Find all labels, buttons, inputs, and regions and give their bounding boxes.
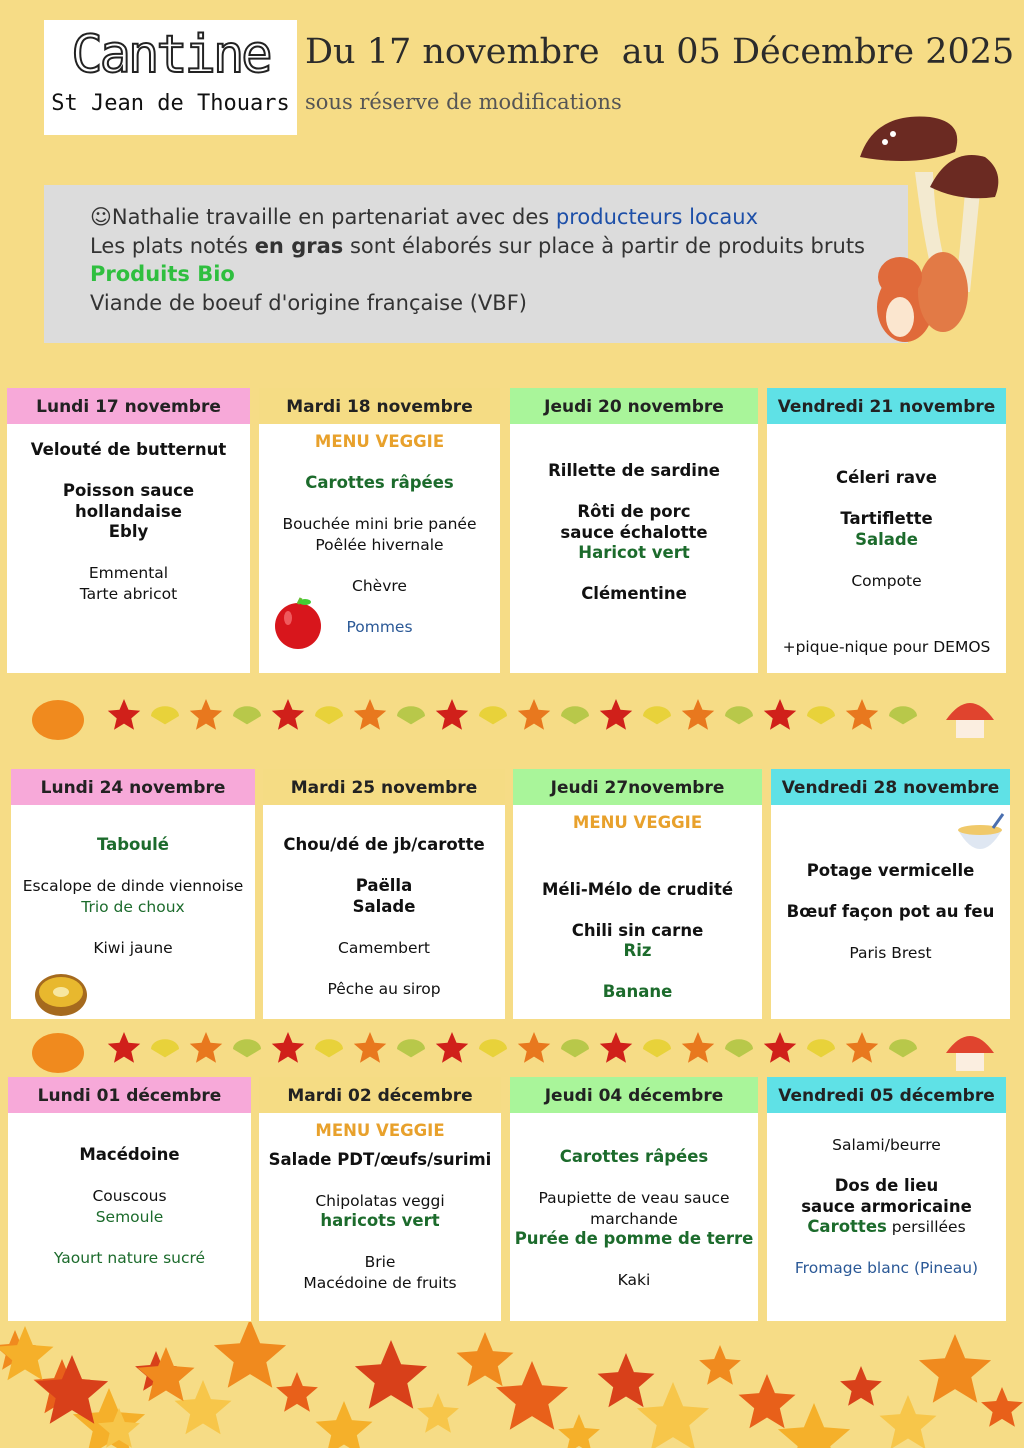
menu-item-text: Carottes râpées <box>305 473 454 492</box>
pumpkin-icon <box>32 1033 84 1073</box>
menu-item-text: Semoule <box>95 1207 164 1226</box>
menu-item <box>771 902 1010 923</box>
local-producers-text: producteurs locaux <box>555 205 758 229</box>
menu-item-text: Banane <box>602 982 673 1001</box>
ginkgo-leaf-icon <box>725 1039 753 1057</box>
menu-item-text: Brie <box>364 1253 396 1271</box>
menu-item-text: Carottes râpées <box>559 1147 709 1166</box>
menu-item-text: Pommes <box>346 617 413 636</box>
autumn-leaf-icon <box>355 1340 427 1409</box>
menu-item <box>7 502 250 523</box>
menu-item <box>8 1145 251 1166</box>
maple-leaf-icon <box>272 699 304 730</box>
ginkgo-leaf-icon <box>889 706 917 724</box>
menu-item <box>259 535 500 556</box>
menu-item-text: Clémentine <box>581 584 687 603</box>
menu-item-text: Escalope de dinde viennoise <box>22 877 244 895</box>
ginkgo-leaf-icon <box>479 706 507 724</box>
maple-leaf-icon <box>518 1032 550 1063</box>
menu-item <box>767 1135 1006 1156</box>
maple-leaf-icon <box>600 699 632 730</box>
menu-item-text: Kaki <box>617 1271 651 1289</box>
menu-item-text: Chili sin carne <box>571 920 704 940</box>
menu-item-text: Chipolatas veggi <box>315 1191 445 1210</box>
menu-item <box>263 897 505 918</box>
maple-leaf-icon <box>436 699 468 730</box>
maple-leaf-icon <box>190 1032 222 1063</box>
menu-item-text: Riz <box>623 941 652 960</box>
menu-item-text: MENU VEGGIE <box>572 813 703 832</box>
menu-item <box>513 921 762 942</box>
day-header: Jeudi 04 décembre <box>510 1077 758 1113</box>
menu-item-text: Carottes <box>807 1217 887 1236</box>
day-card <box>263 769 505 1019</box>
day-header: Jeudi 27novembre <box>513 769 762 805</box>
ginkgo-leaf-icon <box>807 1039 835 1057</box>
menu-items <box>767 1113 1006 1279</box>
menu-item-text: sauce échalotte <box>560 522 708 542</box>
menu-item <box>263 979 505 1000</box>
mushroom-icon <box>946 703 994 720</box>
maple-leaf-icon <box>764 1032 796 1063</box>
menu-item-text: marchande <box>590 1209 678 1228</box>
menu-item-text: Salade <box>352 896 416 916</box>
menu-item <box>510 502 758 523</box>
autumn-leaf-icon <box>316 1401 373 1448</box>
menu-item-text: Chou/dé de jb/carotte <box>283 835 485 854</box>
menu-item <box>263 938 505 959</box>
menu-item-text: Potage vermicelle <box>806 861 975 880</box>
menu-item-text: Yaourt nature sucré <box>53 1248 206 1267</box>
menu-item-text: +pique-nique pour DEMOS <box>782 638 991 656</box>
menu-item-text: Rôti de porc <box>577 502 691 521</box>
logo-title: Cantine <box>71 25 270 85</box>
day-header: Vendredi 21 novembre <box>767 388 1006 424</box>
ginkgo-leaf-icon <box>233 706 261 724</box>
mushroom-icon <box>946 1036 994 1053</box>
day-card <box>8 1077 251 1321</box>
menu-item-text: Dos de lieu <box>834 1176 939 1195</box>
menu-item-text: Paupiette de veau sauce <box>538 1189 730 1207</box>
day-card <box>767 388 1006 673</box>
menu-item <box>771 861 1010 882</box>
menu-item <box>263 876 505 897</box>
menu-item-text: Rillette de sardine <box>548 461 720 480</box>
day-card <box>510 388 758 673</box>
organic-legend: Produits Bio <box>90 262 235 286</box>
maple-leaf-icon <box>518 699 550 730</box>
ginkgo-leaf-icon <box>233 1039 261 1057</box>
pumpkin-icon <box>32 700 84 740</box>
menu-item-text: Bouchée mini brie panée <box>282 515 477 533</box>
autumn-leaf-icon <box>214 1322 286 1388</box>
maple-leaf-icon <box>272 1032 304 1063</box>
kiwi-icon <box>33 972 89 1018</box>
ginkgo-leaf-icon <box>151 1039 179 1057</box>
menu-item <box>259 576 500 597</box>
menu-item-text: haricots vert <box>320 1211 440 1230</box>
autumn-leaves-footer <box>0 1322 1024 1448</box>
menu-item-text: Salade <box>855 529 918 549</box>
day-card <box>767 1077 1006 1321</box>
menu-item <box>767 1176 1006 1197</box>
info-line-local <box>90 203 908 232</box>
menu-item <box>7 563 250 584</box>
day-card <box>259 1077 501 1321</box>
menu-item-text: MENU VEGGIE <box>314 432 445 451</box>
menu-item <box>259 473 500 494</box>
menu-item-text: hollandaise <box>75 501 182 521</box>
info-text: sont élaborés sur place à partir de produits bruts <box>343 233 865 258</box>
maple-leaf-icon <box>108 699 140 730</box>
menu-item-text: Poisson sauce <box>62 481 195 500</box>
menu-item-text: Taboulé <box>96 835 169 854</box>
autumn-leaf-icon <box>699 1345 741 1385</box>
maple-leaf-icon <box>846 699 878 730</box>
autumn-leaf-icon <box>739 1374 796 1428</box>
menu-items <box>259 1113 501 1293</box>
menu-item <box>7 440 250 461</box>
menu-item <box>8 1207 251 1228</box>
menu-item-text: Salade PDT/œufs/surimi <box>268 1149 492 1169</box>
info-line-homemade <box>90 232 908 261</box>
menu-item <box>767 509 1006 530</box>
menu-item-text: Paris Brest <box>849 944 932 962</box>
maple-leaf-icon <box>108 1032 140 1063</box>
menu-item-suffix: persillées <box>886 1218 966 1236</box>
menu-item <box>513 813 762 834</box>
autumn-leaf-icon <box>457 1332 514 1386</box>
soup-bowl-icon <box>953 808 1007 858</box>
info-text: Les plats notés <box>90 233 255 258</box>
menu-item <box>767 1197 1006 1218</box>
menu-item <box>510 1270 758 1291</box>
day-header: Jeudi 20 novembre <box>510 388 758 424</box>
menu-item <box>259 1150 501 1171</box>
menu-item <box>259 432 500 453</box>
menu-item <box>11 938 255 959</box>
menu-items <box>7 424 250 604</box>
autumn-leaf-icon <box>276 1372 318 1412</box>
menu-items <box>767 424 1006 658</box>
ginkgo-leaf-icon <box>315 1039 343 1057</box>
day-header: Mardi 18 novembre <box>259 388 500 424</box>
menu-item <box>7 584 250 605</box>
menu-item-text: Kiwi jaune <box>93 938 173 957</box>
menu-item <box>513 880 762 901</box>
day-header: Mardi 02 décembre <box>259 1077 501 1113</box>
menu-item-text: Couscous <box>92 1187 167 1205</box>
ginkgo-leaf-icon <box>643 706 671 724</box>
logo <box>44 20 297 135</box>
menu-item-text: Poêlée hivernale <box>315 535 444 554</box>
menu-item <box>510 1147 758 1168</box>
menu-item-text: MENU VEGGIE <box>315 1121 445 1140</box>
apple-icon <box>273 596 325 651</box>
menu-item <box>510 523 758 544</box>
menu-item-text: Velouté de butternut <box>30 440 227 459</box>
menu-item <box>259 1211 501 1232</box>
menu-item <box>510 1209 758 1230</box>
info-box <box>44 185 908 343</box>
ginkgo-leaf-icon <box>315 706 343 724</box>
leaf-garland-middle <box>0 1025 1024 1075</box>
menu-item <box>7 481 250 502</box>
menu-item-text: Ebly <box>108 522 149 541</box>
menu-item <box>510 543 758 564</box>
menu-items <box>513 805 762 1003</box>
menu-item <box>11 835 255 856</box>
menu-item-text: Compote <box>851 571 922 590</box>
autumn-leaf-icon <box>778 1403 850 1448</box>
day-card <box>513 769 762 1019</box>
menu-item-text: Pêche au sirop <box>327 979 441 998</box>
day-header: Lundi 01 décembre <box>8 1077 251 1113</box>
menu-item-text: Macédoine de fruits <box>303 1273 457 1292</box>
menu-item-text: Paëlla <box>355 876 413 895</box>
autumn-leaf-icon <box>637 1382 709 1448</box>
day-header: Lundi 17 novembre <box>7 388 250 424</box>
ginkgo-leaf-icon <box>479 1039 507 1057</box>
menu-item <box>8 1186 251 1207</box>
menu-item <box>767 468 1006 489</box>
autumn-leaf-icon <box>496 1361 568 1430</box>
menu-item-text: Trio de choux <box>81 897 185 916</box>
ginkgo-leaf-icon <box>561 1039 589 1057</box>
menu-item-text: sauce armoricaine <box>801 1196 972 1216</box>
autumn-leaf-icon <box>919 1334 991 1403</box>
ginkgo-leaf-icon <box>397 1039 425 1057</box>
menu-item-text: Salami/beurre <box>832 1136 941 1154</box>
leaf-garland-top <box>0 690 1024 750</box>
maple-leaf-icon <box>682 699 714 730</box>
menu-item <box>259 514 500 535</box>
maple-leaf-icon <box>436 1032 468 1063</box>
mushrooms-squirrel-illustration <box>855 112 1005 347</box>
menu-item-text: Bœuf façon pot au feu <box>786 902 995 921</box>
maple-leaf-icon <box>846 1032 878 1063</box>
maple-leaf-icon <box>190 699 222 730</box>
menu-item <box>771 943 1010 964</box>
menu-items <box>8 1113 251 1268</box>
ginkgo-leaf-icon <box>643 1039 671 1057</box>
autumn-leaf-icon <box>558 1414 600 1448</box>
maple-leaf-icon <box>354 1032 386 1063</box>
menu-item <box>510 461 758 482</box>
menu-items <box>263 805 505 999</box>
menu-item <box>513 982 762 1003</box>
menu-item <box>767 1258 1006 1279</box>
autumn-leaf-icon <box>0 1326 54 1380</box>
maple-leaf-icon <box>764 699 796 730</box>
menu-item <box>510 1188 758 1209</box>
menu-item-text: Chèvre <box>352 576 407 595</box>
autumn-leaf-icon <box>417 1393 459 1433</box>
menu-item-text: Méli-Mélo de crudité <box>541 879 734 899</box>
menu-item-text: Emmental <box>88 564 169 582</box>
ginkgo-leaf-icon <box>151 706 179 724</box>
menu-item <box>259 1121 501 1142</box>
menu-item <box>259 1273 501 1294</box>
day-header: Lundi 24 novembre <box>11 769 255 805</box>
menu-item-text: Camembert <box>338 938 430 957</box>
menu-item <box>767 530 1006 551</box>
ginkgo-leaf-icon <box>561 706 589 724</box>
ginkgo-leaf-icon <box>725 706 753 724</box>
menu-item-text: Céleri rave <box>836 468 937 487</box>
menu-items <box>510 424 758 605</box>
menu-item <box>767 571 1006 592</box>
autumn-leaf-icon <box>880 1395 937 1448</box>
ginkgo-leaf-icon <box>397 706 425 724</box>
day-card <box>510 1077 758 1321</box>
menu-item <box>8 1248 251 1269</box>
autumn-leaf-icon <box>840 1366 882 1406</box>
menu-item-text: Macédoine <box>79 1145 180 1164</box>
menu-item <box>767 637 1006 658</box>
menu-item-text: Purée de pomme de terre <box>514 1229 754 1248</box>
menu-item <box>259 1191 501 1212</box>
bold-example: en gras <box>254 233 344 258</box>
menu-item-text: Haricot vert <box>578 543 690 562</box>
page-subtitle: sous réserve de modifications <box>305 90 622 114</box>
menu-item <box>767 1217 1006 1238</box>
day-card <box>771 769 1010 1019</box>
ginkgo-leaf-icon <box>807 706 835 724</box>
menu-item-text: Fromage blanc (Pineau) <box>794 1259 979 1277</box>
menu-items <box>510 1113 758 1291</box>
menu-item <box>11 897 255 918</box>
menu-item <box>513 941 762 962</box>
maple-leaf-icon <box>600 1032 632 1063</box>
menu-item <box>259 1252 501 1273</box>
maple-leaf-icon <box>682 1032 714 1063</box>
day-header: Mardi 25 novembre <box>263 769 505 805</box>
autumn-leaf-icon <box>175 1380 232 1434</box>
menu-item <box>510 584 758 605</box>
autumn-leaf-icon <box>138 1347 195 1401</box>
ginkgo-leaf-icon <box>889 1039 917 1057</box>
menu-item <box>510 1229 758 1250</box>
beef-origin-legend: Viande de boeuf d'origine française (VBF) <box>90 290 527 315</box>
maple-leaf-icon <box>354 699 386 730</box>
autumn-leaf-icon <box>598 1353 655 1407</box>
logo-subtitle: St Jean de Thouars <box>51 91 290 116</box>
info-text: ☺Nathalie travaille en partenariat avec des <box>90 205 556 229</box>
day-header: Vendredi 28 novembre <box>771 769 1010 805</box>
day-header: Vendredi 05 décembre <box>767 1077 1006 1113</box>
autumn-leaf-icon <box>981 1387 1023 1427</box>
menu-item <box>263 835 505 856</box>
menu-item <box>7 522 250 543</box>
menu-items <box>11 805 255 958</box>
menu-item <box>11 876 255 897</box>
menu-item-text: Tarte abricot <box>79 584 178 603</box>
page-title: Du 17 novembre au 05 Décembre 2025 <box>305 32 1015 72</box>
menu-item-text: Tartiflette <box>840 509 933 528</box>
day-card <box>7 388 250 673</box>
